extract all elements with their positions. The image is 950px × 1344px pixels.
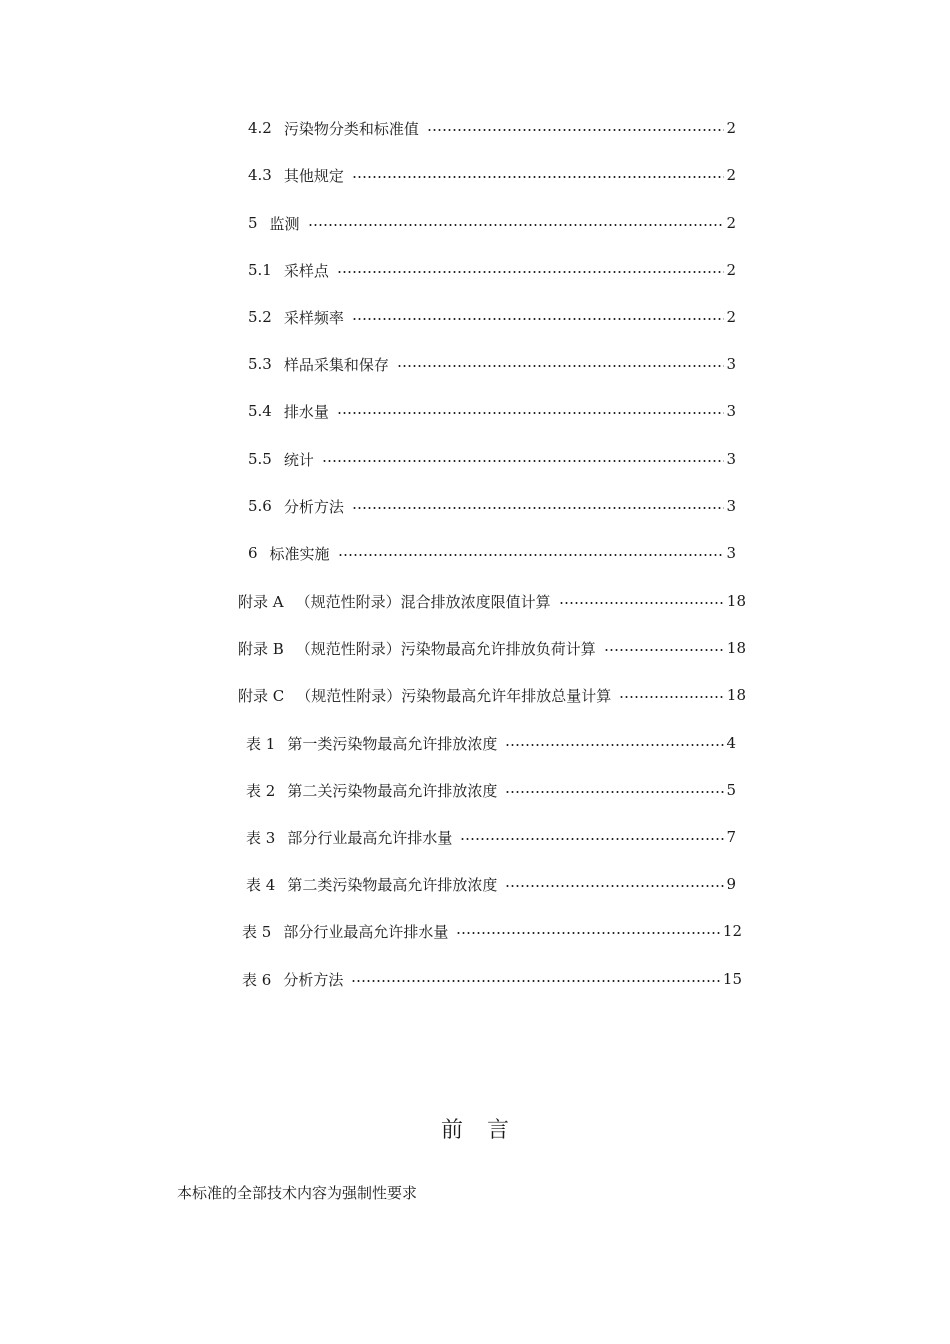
- toc-dot-leader: [352, 318, 725, 320]
- toc-entry-page: 2: [726, 119, 736, 137]
- toc-entry-title: 监测: [269, 214, 300, 233]
- toc-entry-title: 第一类污染物最高允许排放浓度: [287, 734, 498, 753]
- toc-entry-page: 2: [726, 308, 736, 326]
- toc-entry-number: 5.4: [248, 402, 272, 420]
- toc-entry-page: 2: [726, 214, 736, 232]
- toc-entry-number: 附录 B: [238, 639, 284, 658]
- toc-dot-leader: [352, 176, 725, 178]
- preface-heading: 前言: [440, 1118, 533, 1143]
- toc-dot-leader: [337, 271, 725, 273]
- toc-entry-page: 15: [722, 970, 742, 988]
- toc-entry-number: 5.5: [248, 450, 272, 468]
- toc-entry-title: 污染物分类和标准值: [283, 119, 419, 138]
- toc-entry-page: 3: [726, 544, 736, 562]
- toc-entry[interactable]: [248, 352, 736, 376]
- toc-dot-leader: [559, 602, 725, 604]
- toc-dot-leader: [337, 412, 725, 414]
- toc-entry-page: 18: [726, 686, 746, 704]
- toc-dot-leader: [604, 649, 725, 651]
- toc-entry-number: 5.2: [248, 308, 272, 326]
- toc-entry[interactable]: [246, 825, 736, 849]
- toc-entry-number: 表 6: [242, 970, 272, 989]
- toc-entry-title: 样品采集和保存: [283, 355, 389, 374]
- toc-dot-leader: [351, 980, 721, 982]
- toc-entry-number: 5.3: [248, 355, 272, 373]
- toc-entry-number: 4.2: [248, 119, 272, 137]
- toc-dot-leader: [322, 460, 725, 462]
- toc-entry-page: 3: [726, 355, 736, 373]
- toc-entry[interactable]: [242, 967, 742, 991]
- toc-entry[interactable]: [248, 541, 736, 565]
- toc-entry[interactable]: [246, 778, 736, 802]
- toc-entry-title: 第二类污染物最高允许排放浓度: [287, 875, 498, 894]
- toc-entry-title: 第二关污染物最高允许排放浓度: [287, 781, 498, 800]
- toc-entry-page: 3: [726, 402, 736, 420]
- toc-entry-title: 采样频率: [283, 308, 344, 327]
- toc-entry-page: 4: [726, 734, 736, 752]
- toc-entry-title: 排水量: [283, 402, 329, 421]
- toc-entry-title: 部分行业最高允许排水量: [283, 922, 449, 941]
- toc-entry[interactable]: [248, 211, 736, 235]
- toc-entry-number: 表 3: [246, 828, 276, 847]
- toc-entry-title: （规范性附录）污染物最高允许年排放总量计算: [296, 686, 612, 705]
- toc-entry-page: 18: [726, 592, 746, 610]
- toc-dot-leader: [505, 885, 724, 887]
- toc-entry-number: 4.3: [248, 166, 272, 184]
- toc-dot-leader: [619, 696, 725, 698]
- toc-entry-title: 部分行业最高允许排水量: [287, 828, 453, 847]
- toc-entry-number: 附录 C: [238, 686, 285, 705]
- toc-entry-page: 9: [726, 875, 736, 893]
- toc-entry-page: 7: [726, 828, 736, 846]
- toc-entry-page: 2: [726, 261, 736, 279]
- toc-entry-number: 表 2: [246, 781, 276, 800]
- toc-dot-leader: [308, 224, 725, 226]
- toc-dot-leader: [427, 129, 725, 131]
- toc-entry[interactable]: [242, 919, 742, 943]
- toc-entry-page: 3: [726, 497, 736, 515]
- toc-entry-title: 分析方法: [283, 497, 344, 516]
- toc-entry[interactable]: [248, 258, 736, 282]
- toc-entry-title: 统计: [283, 450, 314, 469]
- preface-paragraph: 本标准的全部技术内容为强制性要求: [177, 1184, 418, 1202]
- toc-dot-leader: [352, 507, 725, 509]
- toc-dot-leader: [456, 932, 721, 934]
- toc-entry[interactable]: [238, 683, 746, 707]
- toc-entry-number: 5.1: [248, 261, 272, 279]
- toc-entry-number: 附录 A: [238, 592, 284, 611]
- toc-entry-page: 3: [726, 450, 736, 468]
- toc-entry-page: 12: [722, 922, 742, 940]
- toc-entry-title: （规范性附录）混合排放浓度限值计算: [295, 592, 551, 611]
- toc-dot-leader: [460, 838, 724, 840]
- toc-entry-number: 表 1: [246, 734, 276, 753]
- toc-entry[interactable]: [248, 163, 736, 187]
- toc-entry-number: 表 5: [242, 922, 272, 941]
- toc-entry-title: 其他规定: [283, 166, 344, 185]
- toc-dot-leader: [505, 791, 724, 793]
- toc-dot-leader: [397, 365, 725, 367]
- toc-entry[interactable]: [246, 731, 736, 755]
- toc-entry-number: 5.6: [248, 497, 272, 515]
- toc-entry[interactable]: [238, 589, 746, 613]
- toc-entry[interactable]: [248, 447, 736, 471]
- toc-entry-title: （规范性附录）污染物最高允许排放负荷计算: [295, 639, 596, 658]
- toc-entry-title: 标准实施: [269, 544, 330, 563]
- toc-entry[interactable]: [248, 494, 736, 518]
- toc-entry-title: 分析方法: [283, 970, 344, 989]
- toc-entry[interactable]: [248, 305, 736, 329]
- toc-entry[interactable]: [248, 399, 736, 423]
- toc-dot-leader: [505, 744, 724, 746]
- toc-entry[interactable]: [248, 116, 736, 140]
- toc-entry-page: 18: [726, 639, 746, 657]
- toc-entry-number: 6: [248, 544, 258, 562]
- toc-entry[interactable]: [246, 872, 736, 896]
- toc-entry-number: 5: [248, 214, 258, 232]
- toc-entry[interactable]: [238, 636, 746, 660]
- toc-entry-title: 采样点: [283, 261, 329, 280]
- toc-entry-page: 5: [726, 781, 736, 799]
- toc-entry-page: 2: [726, 166, 736, 184]
- toc-dot-leader: [338, 554, 725, 556]
- toc-entry-number: 表 4: [246, 875, 276, 894]
